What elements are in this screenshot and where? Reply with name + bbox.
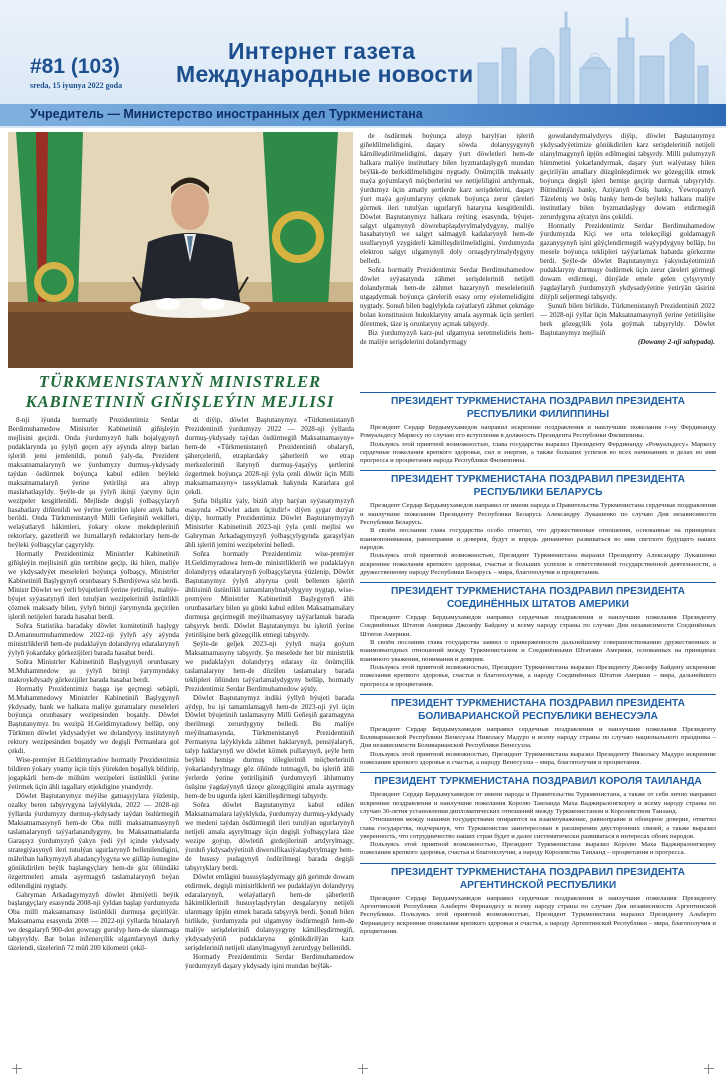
news-briefs xyxy=(360,392,716,1072)
meeting-photo-illustration xyxy=(8,132,353,368)
article-paragraph: 8-nji iýunda hormatly Prezidentimiz Serdar Berdimuhamedow Ministrler Kabinetiniň giňişleýin mejlisini geçirdi. Onda ýurdumyzyň halk hojalygynyň pudaklarynda şu ýylyň geçen aýy aýynda alnyp barlan işleriň jemi jemlenildi, ponuň ýaly-da, Prezident maksatnamalarynyň we ýurdumyzy durmuş-ykdysady taýdan ösdürmek boýunça kabul edilen beýleki maksatnamalaryň ýerine ýetirilişi ara alnyp maslahatlaşyldy. Şeýle-de şu ýylyň ikinji ýarymy üçin wezipeler kesgitlenildi. Mejlisde degişli ýolbaşçylaryň hasabatlary diňlenildi we ýerine ýetirilen işlere anyk baha berildi. Onda Türkmenistanyň Milli Geňeşiniň wekilleri, welaýatlaryň häkimleri, ýokary okuw mekdepleriniň rektorlary, gazetleriň we žurnallaryň redaktorlary hem-de beýleki ýolbaşçylar çagyryldy. xyxy=(8,416,179,550)
news-paragraph: Президент Сердар Бердымухамедов направил от имени народа и Правительства Туркменистана сердечные поздравления и наилучшие пожелания Президенту Республики Беларусь Александру Лукашенко по случаю Дня независимости Республики Беларусь. xyxy=(360,502,716,527)
news-title: ПРЕЗИДЕНТ ТУРКМЕНИСТАНА ПОЗДРАВИЛ КОРОЛЯ ТАИЛАНДА xyxy=(360,772,716,788)
news-paragraph: Отношения между нашими государствами опираются на взаимоуважение, равноправие и обоюдное доверие, отметил глава государства, подчеркнув, что Туркменистан заинтересован в расширении двусторонних связей, а также выразил уверенность, что сотрудничество наших стран будет и далее систематически развиваться в интересах обоих народов. xyxy=(360,816,716,840)
article-paragraph: Döwlet Baştutanymyz indiki ýyllyň býujeti barada aýdyp, bu işi tamamlamagyň hem-de 2023-nji ýyl üçin Döwlet býujetiniň taslamasyny Milli Geňeşiň garamagyna iberilmegi zerurdygyny belledi. Bu maliýe meýilnamasynda, Türkmenistanyň Prezidentiniň Permanyna laýyklykda zähmet haklarynyň, pensiýalaryň, talyp haklarynyň we döwlet kömek pullarynyň, şeýle hem beýleki hemişe durmuş tölegleriniň möçberleriniň ýokarlandyrylmagy göz öňünde tutmagyň, bu işleriň ähli ýerlerde ýerine ýetirilişiniň ýurdumyzyň ählumumy ösüşine ýagdaýynyň täzeçe gözegçiligini amala aşyrmagy hem-de bu ugurda işleri kämilleşdirmegi tabşyrdy. xyxy=(185,693,354,801)
article-paragraph: Soňra döwlet Baştutanymyz kabul edilen Maksatnamalara laýyklykda, ýurdumyzy durmuş-ykdysady we medeni taýdan ösdürmegiň ileri tutulýan ugurlarynyň netijeli amala aşyrylmagy üçin degişli ýolbaşçylara täze wezipe goýup, döwletiň girdejileriniň artdyrylmagy, ýurduň ykdysadyýetiniň diwersifikasiýalaşdyrylmagy hem-de hususy pudagynyň ösdürilmegi barada degişli tabşyryklary berdi. xyxy=(185,800,354,872)
news-paragraph: Пользуясь этой приятной возможностью, глава государства выразил Президенту Фердинанду «Ромуальдесу» Маркосу сердечные пожелания крепкого здоровья, сил и энергии, а также больших успехов во всех начинаниях и делах во имя прогресса и процветания народа Республики Филиппины. xyxy=(360,440,716,465)
article-paragraph: Şunuň bilen birlikde, Türkmenistanyň Prezidentiniň 2022 — 2028-nji ýyllar üçin Maksatnamasynyň ýerine ýetirilişine berk gözegçilik ýola goýmak tabşyryldy. Döwlet Baştutanymyz mejlisiň xyxy=(540,302,715,337)
news-paragraph: Пользуясь этой приятной возможностью, Президент Туркменистана выразил Президенту Джозефу Байдену искренние пожелания крепкого здоровья, счастья и благополучия, а народу Соединённых Штатов Америки – мира, дальнейшего прогресса и процветания. xyxy=(360,663,716,688)
article-paragraph: Gahryman Arkadagymyzyň döwlet ähmiýetli beýik başlangyçlary esasynda 2008-nji ýyldan başlap ýurdumyzda Oba milli maksatnamasy üstünlikli durmuşa geçirilýär. Maksatnama esasynda 2008 — 2022-nji ýyllarda binalaryň we desgalaryň 900-den gowragy gurulyp hem-de ulanmaga tabşyryldy. Bar bolan inženerçilik ulgamlarynyň durky täzelendi, täzelerinň 72 müň 200 kilometri çekil- xyxy=(8,890,179,953)
article-paragraph: Şuňa bilşiňiz ýaly, biziň alyp barýan syýasatymyzyň esasynda «Döwlet adam üçindir!» diýen şygar durýar diýip, hormatly Prezidentimiz Döwlet Baştutanymyzyň Ministrler Kabinetiniň 2023-nji ýyla çenli mejlisi we Gahryman Arkadagymyzyň ýolbaşçylygynda garaşylýan ähli işleriň jemini wezipelerini belledi. xyxy=(185,496,354,550)
news-paragraph: Президент Сердар Бердымухамедов направил сердечные поздравления и наилучшие пожелания Президенту Боливарианской Республики Венесуэла Николасу Мадуро и всему народу страны по случаю национального праздника – Дня независимости Боливарианской Республики Венесуэла. xyxy=(360,725,716,750)
article-paragraph: Wise-premýer H.Geldimyradow hormatly Prezidentimiz bildiren ýokary ynamy üçin tüýs ýürekden hoşallyk bildirip, jogapkärli hem-de möhüm wezipeleri üstünlikli ýerine ýetirmek üçin ähli tagallary etjekdigine ynandyrdy. xyxy=(8,756,179,792)
news-title: ПРЕЗИДЕНТ ТУРКМЕНИСТАНА ПОЗДРАВИЛ ПРЕЗИДЕНТА БОЛИВАРИАНСКОЙ РЕСПУБЛИКИ ВЕНЕСУЭЛА xyxy=(360,694,716,723)
news-title: ПРЕЗИДЕНТ ТУРКМЕНИСТАНА ПОЗДРАВИЛ ПРЕЗИДЕНТА РЕСПУБЛИКИ ФИЛИППИНЫ xyxy=(360,392,716,421)
news-title: ПРЕЗИДЕНТ ТУРКМЕНИСТАНА ПОЗДРАВИЛ ПРЕЗИДЕНТА РЕСПУБЛИКИ БЕЛАРУСЬ xyxy=(360,470,716,499)
article-paragraph: Soňra hormatly Prezidentimiz Serdar Berdimuhamedow döwlet syýasatynda zähmet serişdeleriniň netijeli dolandyrmak hem-de zähmet bazarynyň meseleleriniň utgaşdyrmak boýunça çäreleriň esasy orny eýelemelidigini nygtady. Şonuň bilen baglylykda raýatlaryň zähmet çekmäge bolan konstitusion hukuklaryny amala aşyrmak üçin şertleri döretmek, täze iş orunlaryny açmak tabşyrdy. xyxy=(360,266,534,329)
news-paragraph: В своём послании глава государства особо отметил, что дружественные отношения, основанные на принципах взаимопонимания, равноправия и доверия, будут и впредь динамично развиваться во имя светлого будущего наших народов. xyxy=(360,527,716,551)
article-paragraph: Döwlet Baştutanymyz meýilse gatnaşyjylara ýüzlenip, ozalky beren tabşyrygyna laýyklykda, 2022 — 2028-nji ýyllarda ýurdumyzy durmuş-ykdysady taýdan ösdürmegiň Maksatnamasynyň hem-de Oba milli maksatnamasynyň taslamalarynyň taýýarlanandygyny, bu Maksatnamalarda Garaşsyz ýurdumyzyň ýakyn ýedi ýyl içinde ykdysady strategiýasynyň ileri tutulýan ugurlarynyň bellenilendigini, mähriban halkymyzyň abadançylygyna we gülläp ösmegine gönükdirilen beýik başlangyçlary hem-de göz öňündäki özgertmeleri amala aşyrmagyň taslamalarynyň beýan edilendigini nygtady. xyxy=(8,792,179,890)
article-paragraph: Biz ýurdumyzyň karz-pul ulgamyna seretmelidiris hem-de maliýe serişdelerini dolandyrmagy xyxy=(360,328,534,346)
president-photo xyxy=(8,132,353,368)
headline-line2: KABINETINIŇ GIŇIŞLEÝIN MEJLISI xyxy=(25,392,335,411)
article-paragraph: di diýip, döwlet Baştutanymyz «Türkmenistanyň Prezidentiniň ýurdumyzy 2022 — 2028-nji ýyllarda durmuş-ykdysady taýdan ösdürmegiň Maksatnamasyny» hem-de «Türkmenistanyň Prezidentiniň obalaryň, şäherçeleriň, etraplardaky şäherleriň we etrap merkezleriniň ilatynyň durmuş-ýaşaýyş şertlerini özgertmek boýunça 2028-nji ýyla çenli döwür üçin Milli maksatnamasyny» tassyklamak hakynda Kararlara gol çekdi. xyxy=(185,416,354,496)
article-headline xyxy=(10,372,350,412)
news-paragraph: Пользуясь этой приятной возможностью, Президент Туркменистана выразил Президенту Николасу Мадуро искренние пожелания крепкого здоровья и счастья, а народу Венесуэлы – мира, благополучия и процветания. xyxy=(360,750,716,767)
founder-line: Учредитель — Министерство иностранных дел Туркменистана xyxy=(30,107,423,121)
article-column-2 xyxy=(185,416,354,1072)
article-paragraph: Hormatly Prezidentimiz Ministrler Kabinetiniň giňişleýin mejlisiniň gün tertibine geçip, iki bilen, maliýe we ykdysadyýet meseleleri boýunça ýolbaşçy, Ministrler Kabinetiniň Başlygynyň orunbasary S.Berdiýewa söz berdi. Ministr Döwlet we ýerli býujetleriň ýerine ýetirilişi, maliýe-býujet syýasatynyň ileri tutulýan wezipeleriniň üstünlikli çözmek maksady bilen, ýylyň birinji ýarymynda geçirilen işleriň netijeleri barada hasabat berdi. xyxy=(8,550,179,621)
continued-note: (Dowamy 2-nji sahypada). xyxy=(637,337,715,346)
news-paragraph: Президент Сердар Бердымухамедов направил искренние поздравления и наилучшие пожелания г-ну Фердинанду Ромуальдесу Маркосу по случаю его вступления в должность Президента Республики Филиппины. xyxy=(360,424,716,440)
article-column-1 xyxy=(8,416,179,1072)
ashgabat-skyline-illustration xyxy=(470,8,710,106)
news-title: ПРЕЗИДЕНТ ТУРКМЕНИСТАНА ПОЗДРАВИЛ ПРЕЗИДЕНТА СОЕДИНЁННЫХ ШТАТОВ АМЕРИКИ xyxy=(360,582,716,611)
article-column-4 xyxy=(540,132,715,386)
news-paragraph: Пользуясь этой приятной возможностью, Президент Туркменистана выразил Президенту Александру Лукашенко искренние пожелания крепкого здоровья, счастья и больших успехов в ответственной государственной деятельности, а дружественному народу Республики Беларусь – мира, благополучия и процветания. xyxy=(360,552,716,576)
article-column-3 xyxy=(360,132,534,386)
news-title: ПРЕЗИДЕНТ ТУРКМЕНИСТАНА ПОЗДРАВИЛ ПРЕЗИДЕНТА АРГЕНТИНСКОЙ РЕСПУБЛИКИ xyxy=(360,863,716,892)
issue-number: #81 (103) xyxy=(30,55,120,78)
article-paragraph: Hormatly Prezidentimiz başga işe geçmegi sebäpli, M.Muhammedowy Ministrler Kabinetiniň Başlygynyň ýkdysady, bank we halkara maliýe guramalary meseleleri boýunça orunbasary wezipesinden boşatdy. Döwlet Baştutanymyz bu wezipä H.Geldimyradowy belläp, ony Türkmen döwlet ykdysadyýet we dolandyryş institutynyň rektory wezipesinden boşatdy we degişli Permanlara gol çekdi. xyxy=(8,684,179,756)
article-paragraph: Şeýle-de geljek 2023-nji ýylyň maýa goýum Maksatnamasyny tabşyrdy. Şu meselede her bir ministrlik we pudaklaýyn dolandyryş edarasy öz önümçilik taslamalaryny hem-de düzülen taslamalary barada teklipleri öňünden taýýarlamalydygyny belläp, hormatly Prezidentimiz Serdar Berdimuhamedow aýtdy. xyxy=(185,639,354,693)
masthead-subtitle: Международные новости xyxy=(176,61,474,87)
masthead xyxy=(0,0,726,128)
news-paragraph: В своём послании глава государства заявил о приверженности дальнейшему совершенствованию дружественных и взаимовыгодных отношений между Туркменистаном и Соединёнными Штатами Америки, основанных на принципах взаимного уважения, понимания и доверия. xyxy=(360,639,716,663)
article-paragraph: Hormatly Prezidentimiz Serdar Berdimuhamedow ýurdumyzda Kiçi we orta telekeçiligi goldamagyň gazanyşynyň işini güýçlendirmegiň waýypdygyny belläp, bu mesele boýunça teklipleri taýýarlamak babatda görkezme berdi. Şeýle-de döwlet Baştutanymyz ýakyndaýetimiziň pudaklaryny durmuşy ösdürmek üçin zerur çäreleri görmegi dowam etdirmegi, dünýäde emele gelen çylşyrymly ýagdaýlaryň ýurdumyzyň ykdysadyýetine ýetirýän täsirini düýpli seljermegi tabşyrdy. xyxy=(540,221,715,302)
news-paragraph: Президент Сердар Бердымухамедов направил сердечные поздравления и наилучшие пожелания Президенту Аргентинской Республики Альберто Фернандесу и всему народу страны по случаю Дня независимости Аргентинской Республики. Пользуясь этой приятной возможностью, Президент Туркменистана выразил Президенту Альберто Фернандесу искренние пожелания крепкого здоровья и счастья, а народу Аргентинской Республики – мира, благополучия и процветания. xyxy=(360,894,716,935)
masthead-title: Интернет газета xyxy=(228,38,416,64)
news-paragraph: Президент Сердар Бердымухамедов от имени народа и Правительства Туркменистана, а также от себя лично направил искренние поздравления и наилучшие пожелания Королю Таиланда Маха Ваджиралонгкорну и всему народу страны по случаю 30-летия установления дипломатических отношений между Туркменистаном и Королевством Таиланд. xyxy=(360,791,716,815)
issue-date: sreda, 15 iyunya 2022 goda xyxy=(30,81,123,90)
news-paragraph: Президент Сердар Бердымухамедов направил сердечные поздравления и наилучшие пожелания Президенту Соединённых Штатов Америки Джозефу Байдену и всему народу страны по случаю Дня независимости Соединённых Штатов Америки. xyxy=(360,614,716,638)
article-paragraph: Soňra Ministrler Kabinetiniň Başlygynyň orunbasary M.Muhammedow şu ýylyň birinji ýarymyndaky makroykdysady görkezijiler barada hasabat berdi. xyxy=(8,657,179,684)
news-paragraph: Пользуясь этой приятной возможностью, Президент Туркменистана выразил Королю Маха Ваджиралонгкорну пожелания крепкого здоровья, счастья и благополучия, а народу Королевства Таиланд – процветания и прогресса. xyxy=(360,841,716,857)
article-paragraph: de ösdürmek boýunça alnyp barylýan işleriň giňeldilmelidigini, daşary söwda dolanyşygynyň kämilleşdirilmelidigini, daşary ýurt döwletleri hem-de halkara maliýe institutlary bilen hyzmatdaşlygyň mundan beýläk-de berkidilmelidigini nygtady. Önümçilik maksatly maýa goýumlaryň möçberlerini we netijeliligini artdyrmak, ýurdumyz üçin amatly şertlerde karz serişdelerini, daşary ýurt maýa goýumlaryny çekmek boýunça zerur çäreleri görmek ileri tutulýan ugurlaryň hataryna kesgitlenildi. Döwlet Baştutanymyz halkara reýting esasynda, býujet-salgyt ulgamynyň döwrebaplaşdyrylmalydygyny, maliýe hasabatynyň we salgyt salmagyň kadalarynyň hem-de usullarynyň yzygiderli kämilleşdirilmelidigini, ýurdumyzda elektron salgyt ulgamynyň doly ornaşdyrylmalydygyny belledi. xyxy=(360,132,534,266)
headline-line1: TÜRKMENISTANYŇ MINISTRLER xyxy=(38,372,322,391)
article-paragraph: Soňra Statistika baradaky döwlet komitetiniň başlygy D.Amannurmuhammedow 2022-nji ýylyň aýy aýynda ministrlikleriň hem-de pudaklaýyn dolandyryş edaralarynyň ýylyň ýokardaky görkezijileri barada hasabat berdi. xyxy=(8,621,179,657)
article-paragraph: Hormatly Prezidentimiz Serdar Berdimuhamedow ýurdumyzyň daşary ykdysady işini mundan beýläk- xyxy=(185,953,354,971)
article-paragraph: Soňra hormatly Prezidentimiz wise-premýer H.Geldimyradowa hem-de ministrlikleriň we pudaklaýyn dolandyryş edaralarynyň ýolbaşçylaryna ýüzlenip, Döwlet Baştutanymyz ýylyň ahyryna çenli bellenen işleriň ähliisiniň üstünlikli tamamlanylmalydygyny nygtap, wise-premýere Ministrler Kabinetiniň Başlygynyň ähli orunbasarlary bilen şu günki kabul edilen Maksatnamalary durmuşa geçirmegiň meýilnamasyny taýýarlamak barada tabşyryk berdi. Döwlet Baştutanymyz bu işleriň ýerine ýetirilişine berk gözegçilik etmegi tabşyrdy. xyxy=(185,550,354,639)
article-paragraph: gowulandyrmalydyrys diýip, döwlet Baştutanymyz ykdysadyýetimize gönükdirilen karz serişdeleriniň netijeli ulanylmagynyň üpjün edilmegini tabşyrdy. Milli pulumyzyň hümmetini ýokarlandyrmak, daşary ýurt walýutasy bilen geçirilýän amallary düzgünleşdirmek we gözegçilik etmek boýunça degişli işleri hemişe geçirip durmak tabşyryldy. Bütindünýä banky, Aziýanyň Ösüş banky, Ýewropanyň Täzeleniş we ösüş banky hem-de beýleki halkara maliýe institutlary bilen hyzmatdaşlygy dowam etdirmegiň zerurdygyna aýratyn üns çekildi. xyxy=(540,132,715,221)
article-paragraph: Döwlet emlägini hususylaşdyrmagy giň gerimde dowam etdirmek, degişli ministrlikleriň we pudaklaýyn dolandyryş edaralarynyň, welaýatlaryň hem-de şäherleriň häkimlikleriniň hususylaşdyrylan desgalaryny netijeli ulanmagy üpjün etmek barada tabşyryk berdi. Şonuň bilen birlikde, ýurdumyzda pul ulgamyny ösdürmegiň hem-de maliýe serişdeleriniň dolanyşygyny kämilleşdirmegiň, ykdysadyýetiň pudaklaryna gönükdirilýän karz serişdeleriniň netijeli ulanylmagynyň zerurdygy bellenildi. xyxy=(185,872,354,953)
